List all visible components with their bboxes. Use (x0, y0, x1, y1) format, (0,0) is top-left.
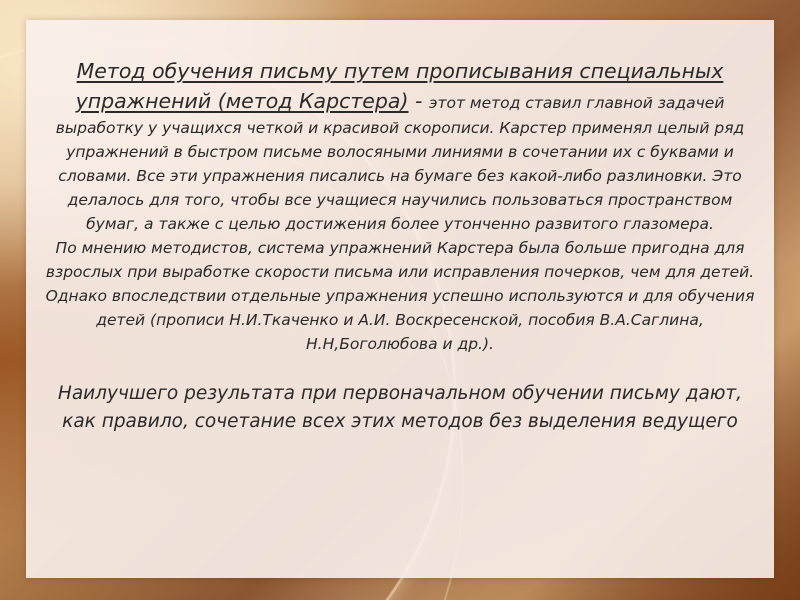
intro-text: этот метод ставил главной задачей выработку у учащихся четкой и красивой скорописи. Карстер применял целый ряд упражнений в быстром письме волосяными линиями в сочетании их с буквами и словами. Все эти упражнения писались на бумаге без какой-либо разлиновки. Это делалось для того, чтобы все учащиеся научились пользоваться пространством бумаг, а также с целью достижения более утонченно развитого глазомера. (55, 94, 745, 233)
opinion-paragraph: По мнению методистов, система упражнений Карстера была больше пригодна для взрослых при выработке скорости письма или исправления почерков, чем для детей. Однако впоследствии отдельные упражнения успешно используются и для обучения детей (прописи Н.И.Ткаченко и А.И. Воскресенской, пособия В.А.Саглина, Н.Н,Боголюбова и др.). (45, 239, 755, 353)
conclusion-paragraph: Наилучшего результата при первоначальном обучении письму дают, как правило, сочетание всех этих методов без выделения ведущего (57, 383, 743, 432)
slide-content (40, 56, 760, 436)
slide-title: Метод обучения письму путем прописывания специальных упражнений (метод Карстера) (75, 59, 724, 113)
intro-paragraph (40, 56, 760, 236)
title-dash: - (408, 89, 429, 113)
slide-panel (26, 20, 774, 578)
